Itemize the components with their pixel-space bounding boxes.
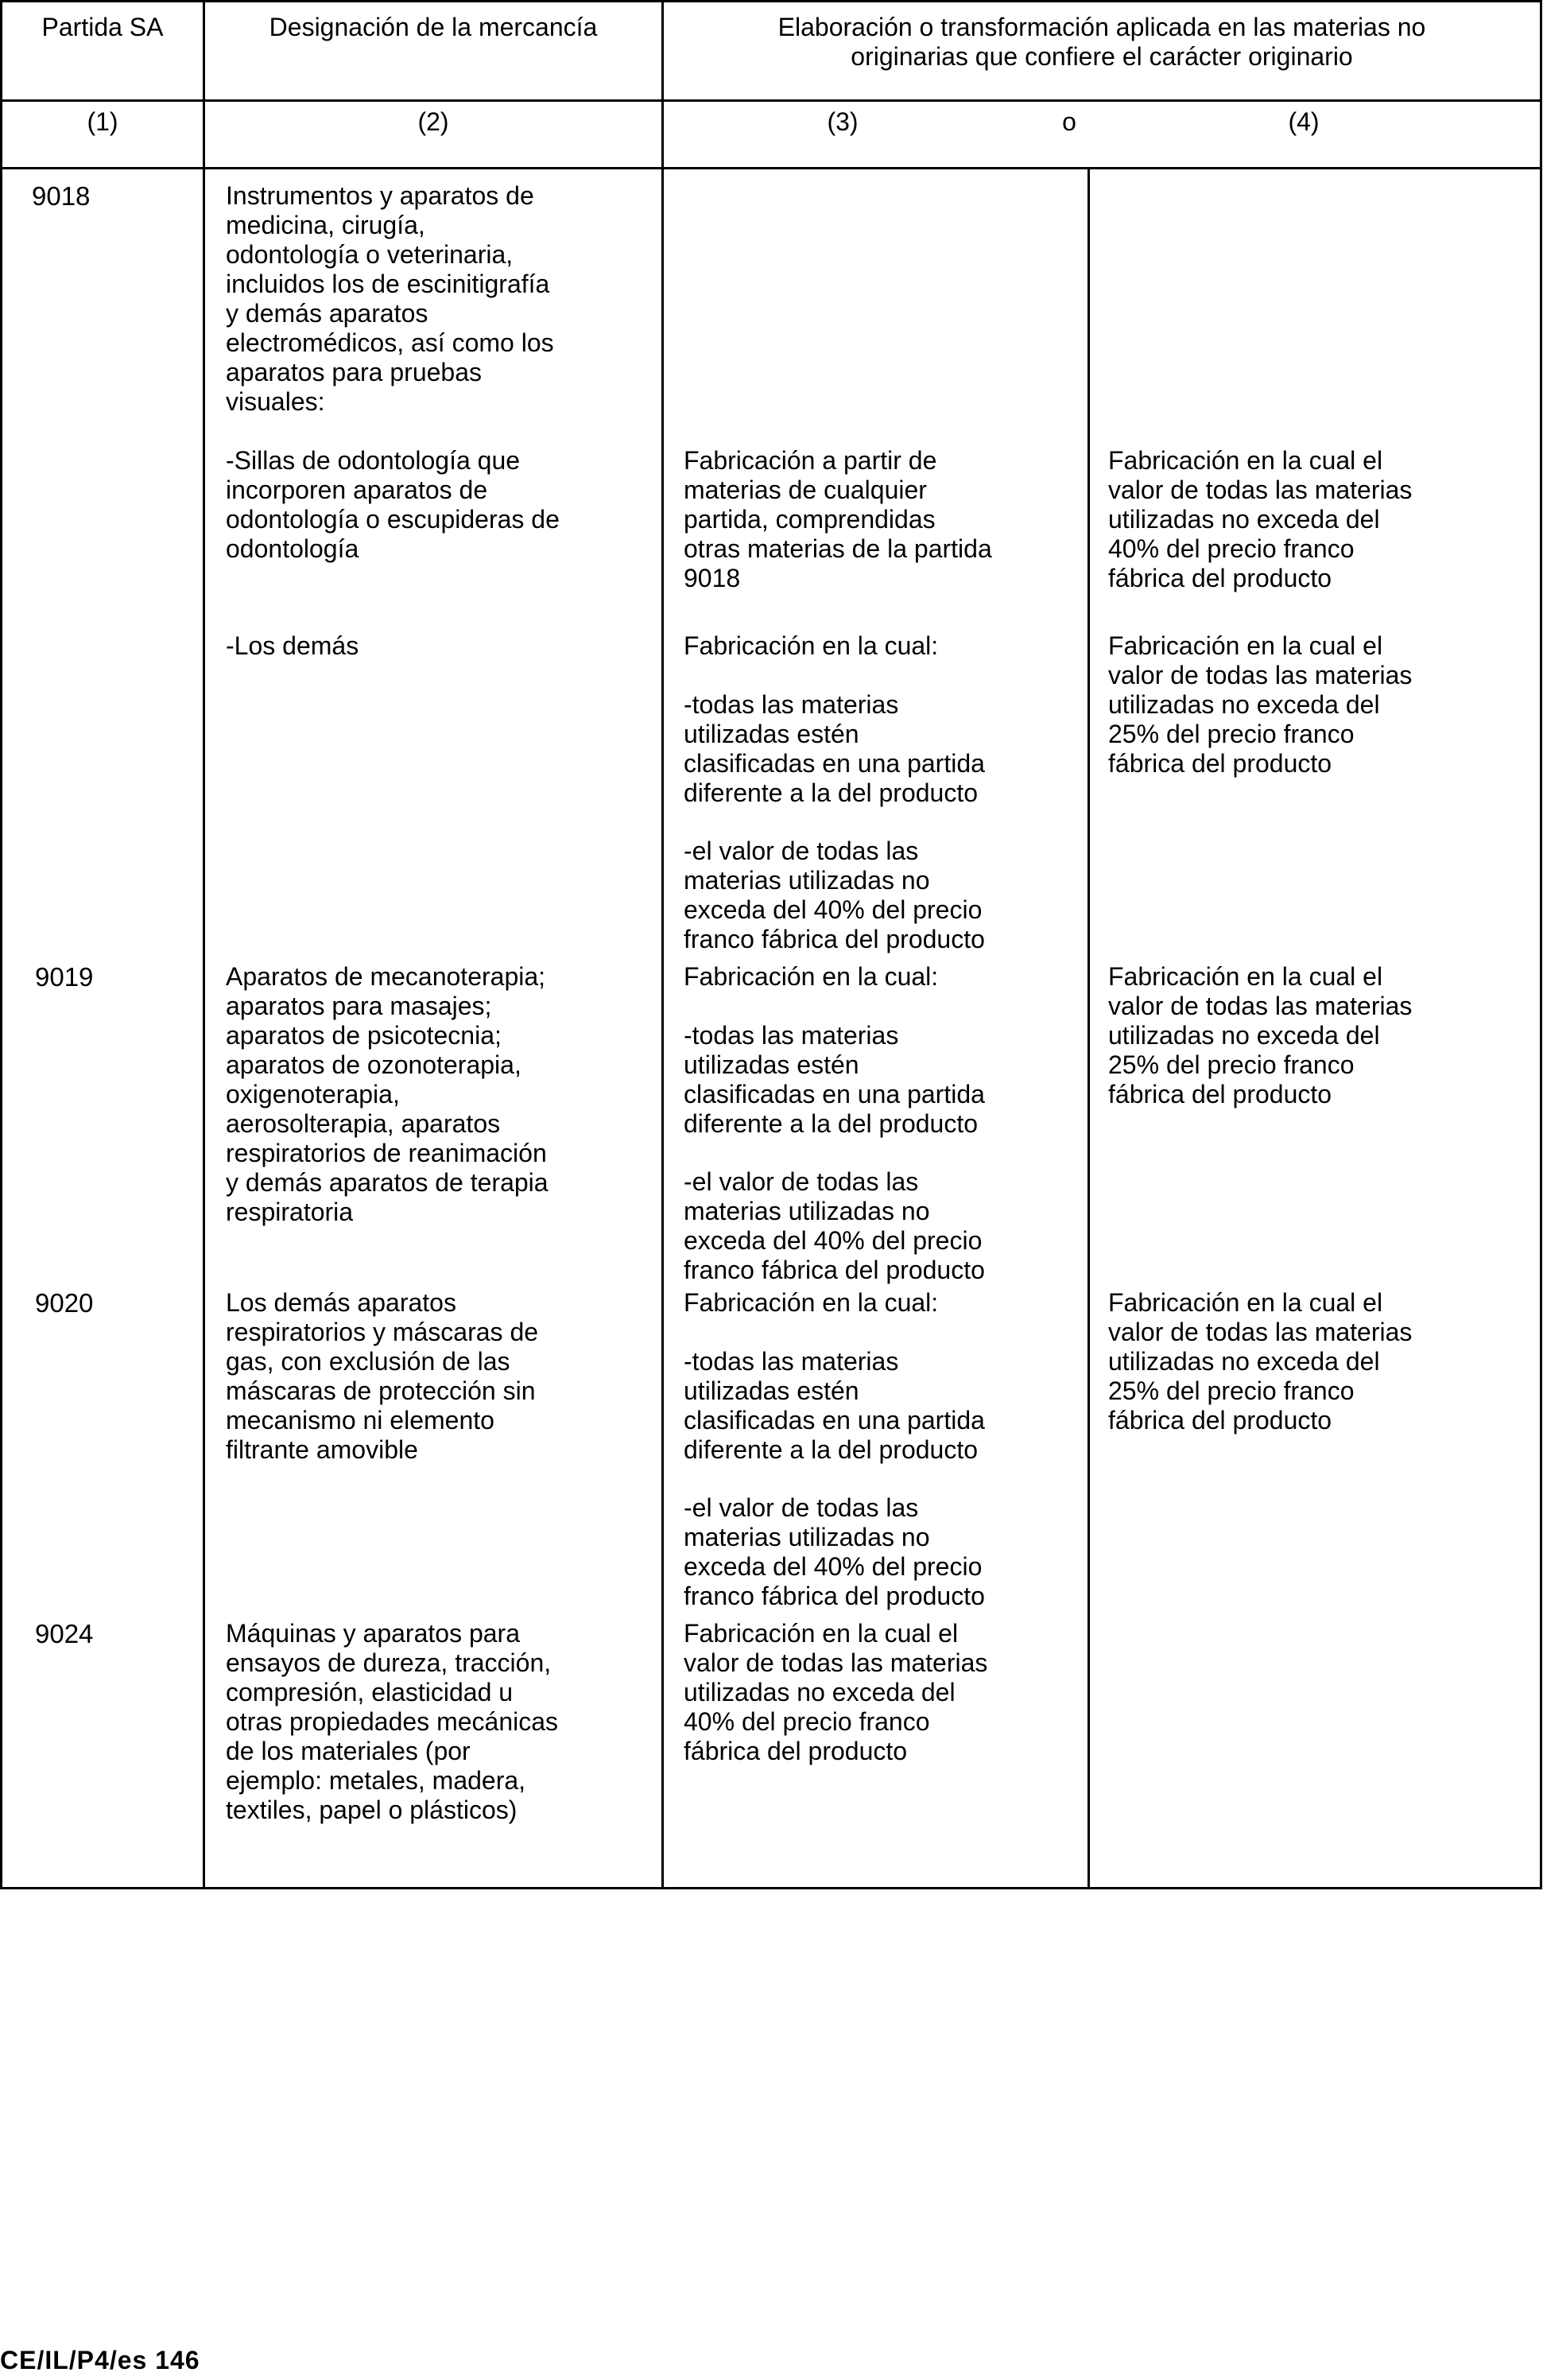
rule-9019-col3-valor: -el valor de todas las materias utilizadas no exceda del 40% del precio franco fábrica del producto — [684, 1167, 985, 1284]
rule-los-demas-col3-intro: Fabricación en la cual: — [684, 631, 939, 660]
description-9024: Máquinas y aparatos para ensayos de dureza, tracción, compresión, elasticidad u otras propiedades mecánicas de los materiales (por ejemplo: metales, madera, textiles, papel o plásticos) — [226, 1619, 559, 1824]
column-divider-1 — [203, 0, 205, 1889]
header-or: o — [1062, 107, 1076, 136]
header-num2: (2) — [417, 107, 449, 136]
description-9020: Los demás aparatos respiratorios y máscaras de gas, con exclusión de las máscaras de protección sin mecanismo ni elemento filtrante amovible — [226, 1288, 539, 1464]
header-num3: (3) — [827, 107, 859, 136]
description-9018: Instrumentos y aparatos de medicina, cirugía, odontología o veterinaria, incluidos los de escinitigrafía y demás aparatos electromédicos, así como los aparatos para pruebas visuales: — [226, 181, 554, 416]
rule-9024-col3: Fabricación en la cual el valor de todas las materias utilizadas no exceda del 40% del precio franco fábrica del producto — [684, 1619, 988, 1765]
header-num1: (1) — [87, 107, 118, 136]
code-9019: 9019 — [35, 962, 94, 992]
rule-9019-col4: Fabricación en la cual el valor de todas las materias utilizadas no exceda del 25% del precio franco fábrica del producto — [1108, 962, 1413, 1108]
code-9018: 9018 — [32, 181, 91, 211]
code-9024: 9024 — [35, 1619, 94, 1648]
header-col1: Partida SA — [41, 13, 164, 41]
rule-sillas-col4: Fabricación en la cual el valor de todas las materias utilizadas no exceda del 40% del precio franco fábrica del producto — [1108, 446, 1413, 592]
header-divider — [0, 99, 1542, 102]
table-border-right — [1540, 0, 1542, 1889]
rule-9020-col4: Fabricación en la cual el valor de todas las materias utilizadas no exceda del 25% del precio franco fábrica del producto — [1108, 1288, 1413, 1435]
code-9020: 9020 — [35, 1288, 94, 1318]
table-border-bottom — [0, 1887, 1542, 1889]
rule-9019-col3-partida: -todas las materias utilizadas estén clasificadas en una partida diferente a la del producto — [684, 1021, 985, 1138]
description-9019: Aparatos de mecanoterapia; aparatos para masajes; aparatos de psicotecnia; aparatos de ozonoterapia, oxigenoterapia, aerosolterapia, aparatos respiratorios de reanimación y demás aparatos de terapia respiratoria — [226, 962, 549, 1226]
table-border-top — [0, 0, 1542, 2]
column-divider-3 — [1087, 167, 1090, 1889]
column-divider-2 — [661, 0, 664, 1889]
rule-9020-col3-intro: Fabricación en la cual: — [684, 1288, 939, 1317]
table-border-left — [0, 0, 2, 1889]
rule-sillas-col3: Fabricación a partir de materias de cualquier partida, comprendidas otras materias de la partida 9018 — [684, 446, 992, 592]
header-col3: Elaboración o transformación aplicada en las materias no originarias que confiere el carácter originario — [777, 13, 1426, 71]
rule-9020-col3-valor: -el valor de todas las materias utilizadas no exceda del 40% del precio franco fábrica del producto — [684, 1493, 985, 1610]
page-footer: CE/IL/P4/es 146 — [0, 2346, 200, 2374]
description-los-demas: -Los demás — [226, 631, 359, 660]
rule-9020-col3-partida: -todas las materias utilizadas estén clasificadas en una partida diferente a la del producto — [684, 1347, 985, 1464]
rule-los-demas-col4: Fabricación en la cual el valor de todas las materias utilizadas no exceda del 25% del precio franco fábrica del producto — [1108, 631, 1413, 778]
description-sillas: -Sillas de odontología que incorporen aparatos de odontología o escupideras de odontología — [226, 446, 560, 563]
header-num4: (4) — [1288, 107, 1320, 136]
rule-9019-col3-intro: Fabricación en la cual: — [684, 962, 939, 991]
rule-los-demas-col3-partida: -todas las materias utilizadas estén clasificadas en una partida diferente a la del producto — [684, 690, 985, 807]
header-col2: Designación de la mercancía — [269, 13, 598, 41]
header-bottom-divider — [0, 167, 1542, 169]
rule-los-demas-col3-valor: -el valor de todas las materias utilizadas no exceda del 40% del precio franco fábrica del producto — [684, 837, 985, 953]
